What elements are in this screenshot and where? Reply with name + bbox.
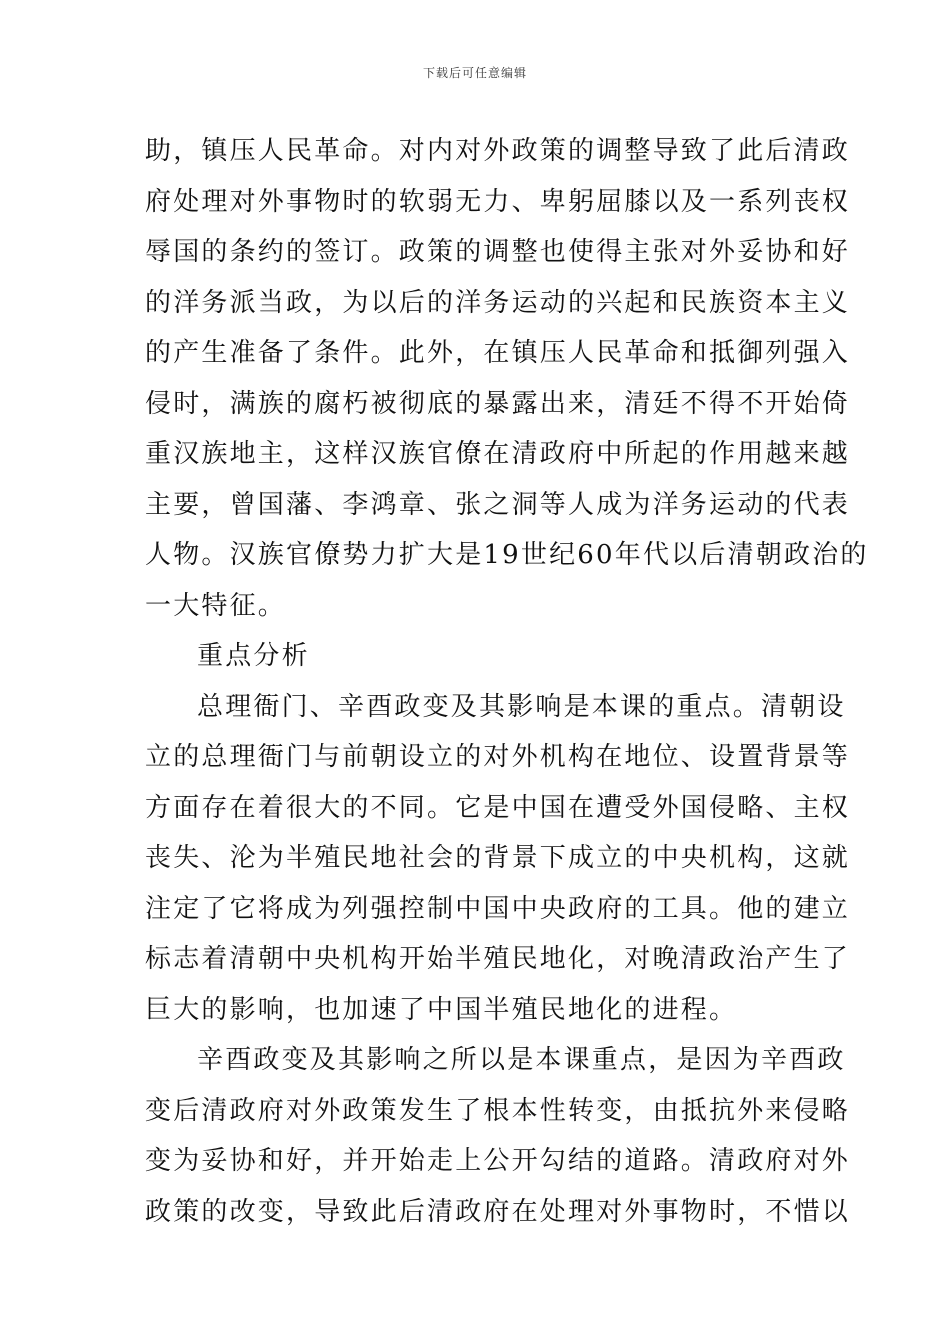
text-line: 方面存在着很大的不同。它是中国在遭受外国侵略、主权 bbox=[145, 792, 851, 823]
text-line: 侵时，满族的腐朽被彻底的暴露出来，清廷不得不开始倚 bbox=[145, 388, 851, 419]
text-line: 的产生准备了条件。此外，在镇压人民革命和抵御列强入 bbox=[145, 338, 851, 368]
text-line: 主要，曾国藩、李鸿章、张之洞等人成为洋务运动的代表 bbox=[145, 489, 851, 520]
text-line: 一大特征。 bbox=[145, 590, 287, 621]
document-body bbox=[145, 126, 869, 1237]
text-line: 巨大的影响，也加速了中国半殖民地化的进程。 bbox=[145, 994, 738, 1025]
text-line: 重汉族地主，这样汉族官僚在清政府中所起的作用越来越 bbox=[145, 439, 851, 469]
text-line: 总理衙门、辛酉政变及其影响是本课的重点。清朝设 bbox=[197, 691, 846, 722]
text-line: 政策的改变，导致此后清政府在处理对外事物时，不惜以 bbox=[145, 1196, 851, 1227]
text-line: 立的总理衙门与前朝设立的对外机构在地位、设置背景等 bbox=[145, 742, 851, 772]
section-heading: 重点分析 bbox=[197, 641, 310, 671]
text-line: 辱国的条约的签订。政策的调整也使得主张对外妥协和好 bbox=[145, 237, 851, 267]
text-line: 变为妥协和好，并开始走上公开勾结的道路。清政府对外 bbox=[145, 1146, 851, 1176]
text-line: 的洋务派当政，为以后的洋务运动的兴起和民族资本主义 bbox=[145, 287, 851, 318]
text-line: 助，镇压人民革命。对内对外政策的调整导致了此后清政 bbox=[145, 136, 851, 166]
text-line: 变后清政府对外政策发生了根本性转变，由抵抗外来侵略 bbox=[145, 1095, 851, 1126]
text-line: 注定了它将成为列强控制中国中央政府的工具。他的建立 bbox=[145, 893, 851, 924]
text-line: 人物。汉族官僚势力扩大是19世纪60年代以后清朝政治的 bbox=[145, 540, 869, 570]
text-line: 辛酉政变及其影响之所以是本课重点，是因为辛酉政 bbox=[197, 1045, 846, 1075]
text-line: 丧失、沦为半殖民地社会的背景下成立的中央机构，这就 bbox=[145, 843, 851, 873]
text-line: 标志着清朝中央机构开始半殖民地化，对晚清政治产生了 bbox=[145, 944, 851, 974]
text-line: 府处理对外事物时的软弱无力、卑躬屈膝以及一系列丧权 bbox=[145, 186, 851, 217]
page-header: 下载后可任意编辑 bbox=[422, 66, 527, 80]
